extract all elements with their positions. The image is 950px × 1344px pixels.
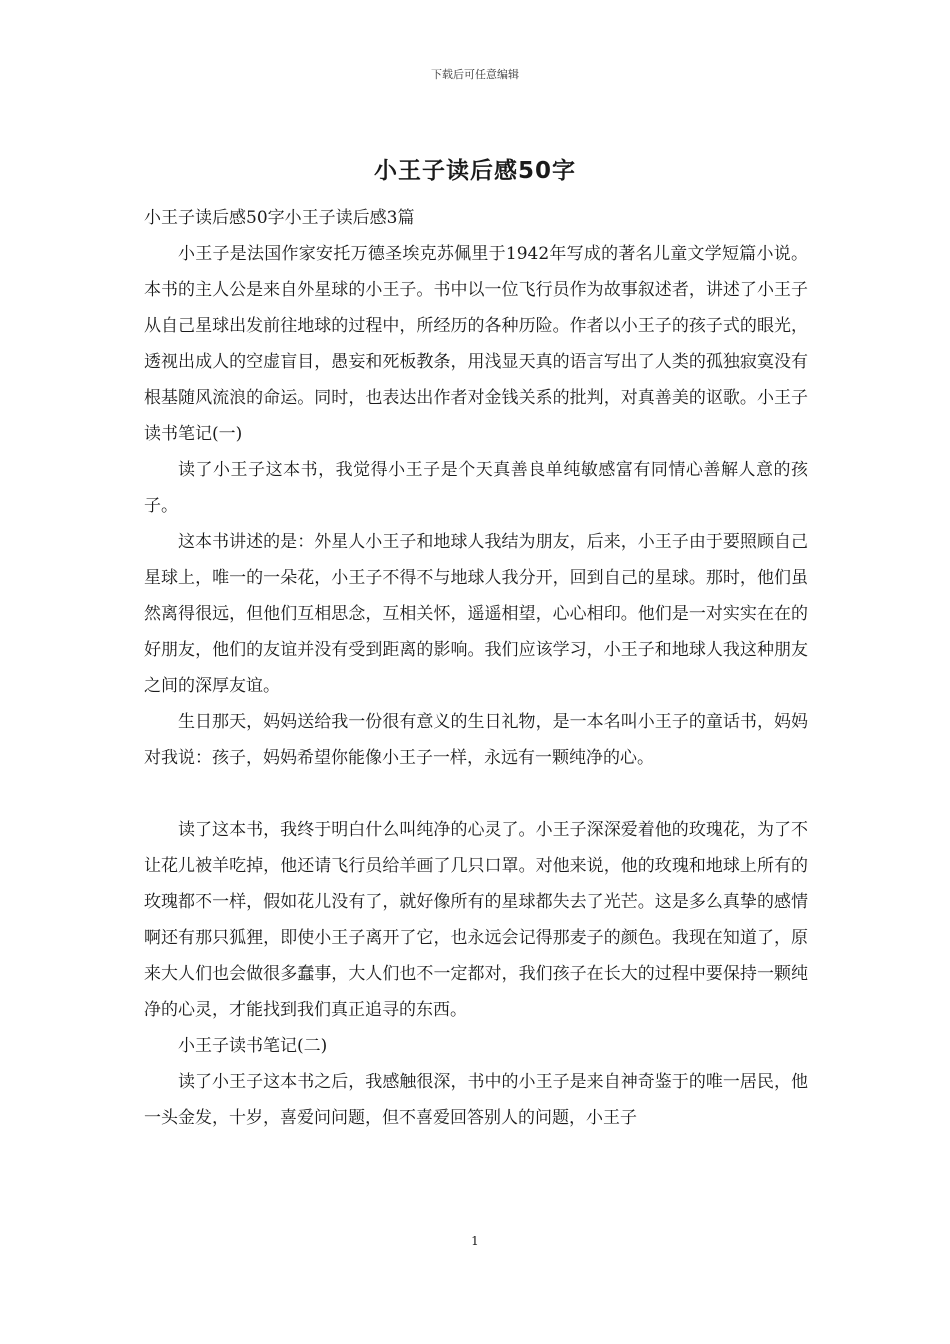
paragraph-spacer bbox=[144, 776, 808, 812]
document-title: 小王子读后感50字 bbox=[373, 158, 576, 184]
paragraph: 生日那天，妈妈送给我一份很有意义的生日礼物，是一本名叫小王子的童话书，妈妈对我说：孩子，妈妈希望你能像小王子一样，永远有一颗纯净的心。 bbox=[144, 712, 808, 768]
paragraph: 读了小王子这本书之后，我感触很深，书中的小王子是来自神奇鉴于的唯一居民，他一头金发，十岁，喜爱问问题，但不喜爱回答别人的问题，小王子 bbox=[144, 1072, 808, 1128]
section-heading: 小王子读书笔记(二) bbox=[178, 1036, 328, 1056]
paragraph: 这本书讲述的是：外星人小王子和地球人我结为朋友，后来，小王子由于要照顾自己星球上，唯一的一朵花，小王子不得不与地球人我分开，回到自己的星球。那时，他们虽然离得很远，但他们互相思念，互相关怀，遥遥相望，心心相印。他们是一对实实在在的好朋友，他们的友谊并没有受到距离的影响。我们应该学习，小王子和地球人我这种朋友之间的深厚友谊。 bbox=[144, 532, 808, 696]
page-number: 1 bbox=[471, 1234, 479, 1248]
document-body bbox=[144, 200, 808, 1136]
page-header: 下载后可任意编辑 bbox=[431, 68, 519, 81]
document-subtitle: 小王子读后感50字小王子读后感3篇 bbox=[144, 208, 415, 228]
paragraph: 读了这本书，我终于明白什么叫纯净的心灵了。小王子深深爱着他的玫瑰花，为了不让花儿被羊吃掉，他还请飞行员给羊画了几只口罩。对他来说，他的玫瑰和地球上所有的玫瑰都不一样，假如花儿没有了，就好像所有的星球都失去了光芒。这是多么真挚的感情啊还有那只狐狸，即使小王子离开了它，也永远会记得那麦子的颜色。我现在知道了，原来大人们也会做很多蠢事，大人们也不一定都对，我们孩子在长大的过程中要保持一颗纯净的心灵，才能找到我们真正追寻的东西。 bbox=[144, 820, 808, 1020]
paragraph: 小王子是法国作家安托万德圣埃克苏佩里于1942年写成的著名儿童文学短篇小说。本书的主人公是来自外星球的小王子。书中以一位飞行员作为故事叙述者，讲述了小王子从自己星球出发前往地球的过程中，所经历的各种历险。作者以小王子的孩子式的眼光，透视出成人的空虚盲目，愚妄和死板教条，用浅显天真的语言写出了人类的孤独寂寞没有根基随风流浪的命运。同时，也表达出作者对金钱关系的批判，对真善美的讴歌。小王子读书笔记(一) bbox=[144, 244, 808, 444]
paragraph: 读了小王子这本书，我觉得小王子是个天真善良单纯敏感富有同情心善解人意的孩子。 bbox=[144, 460, 808, 516]
